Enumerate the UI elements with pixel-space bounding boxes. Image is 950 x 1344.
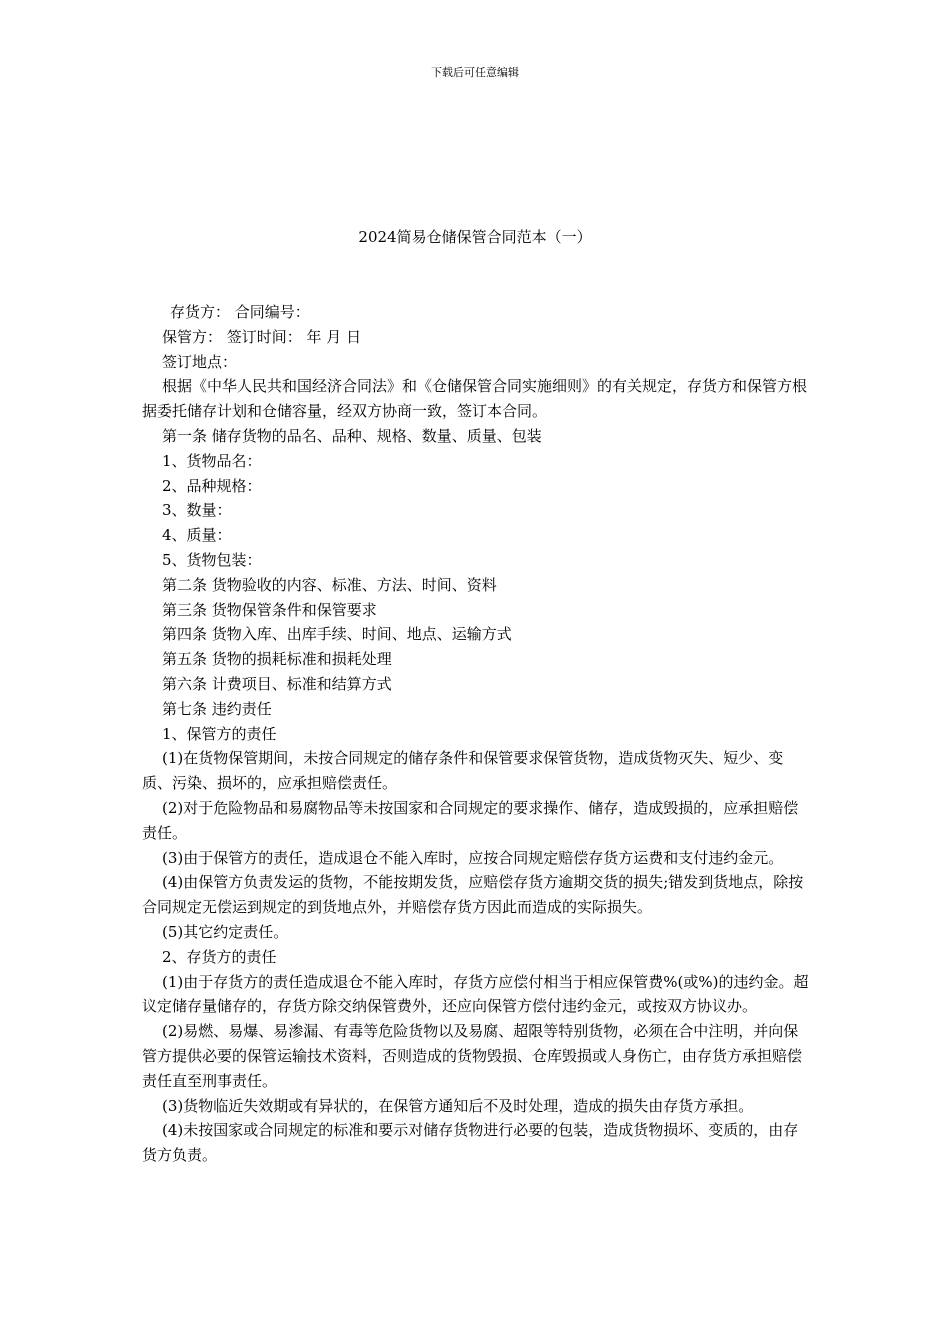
- paragraph-custodian: 保管方： 签订时间： 年 月 日: [162, 327, 362, 346]
- article-6-heading: 第六条 计费项目、标准和结算方式: [162, 674, 392, 693]
- depositor-liability-heading: 2、存货方的责任: [162, 947, 277, 966]
- custodian-liability-clause-2: (2)对于危险物品和易腐物品等未按国家和合同规定的要求操作、储存，造成毁损的，应承担赔偿责任。: [142, 798, 799, 842]
- custodian-liability-heading: 1、保管方的责任: [162, 724, 277, 743]
- custodian-liability-clause-3: (3)由于保管方的责任，造成退仓不能入库时，应按合同规定赔偿存货方运费和支付违约金元。: [162, 848, 784, 867]
- article-1-item-5: 5、货物包装：: [162, 550, 262, 569]
- header-note: 下载后可任意编辑: [431, 66, 519, 79]
- article-5-heading: 第五条 货物的损耗标准和损耗处理: [162, 650, 392, 669]
- depositor-liability-clause-1: (1)由于存货方的责任造成退仓不能入库时，存货方应偿付相当于相应保管费%(或%)的违约金。超议定储存量储存的，存货方除交纳保管费外，还应向保管方偿付违约金元，或按双方协议办。: [142, 972, 809, 1016]
- custodian-liability-clause-4: (4)由保管方负责发运的货物，不能按期发货，应赔偿存货方逾期交货的损失;错发到货地点，除按合同规定无偿运到规定的到货地点外，并赔偿存货方因此而造成的实际损失。: [142, 873, 804, 917]
- depositor-liability-clause-4: (4)未按国家或合同规定的标准和要示对储存货物进行必要的包装，造成货物损坏、变质的，由存货方负责。: [142, 1121, 799, 1165]
- custodian-liability-clause-1: (1)在货物保管期间，未按合同规定的储存条件和保管要求保管货物，造成货物灭失、短少、变质、污染、损坏的，应承担赔偿责任。: [142, 749, 784, 793]
- depositor-liability-clause-2: (2)易燃、易爆、易渗漏、有毒等危险货物以及易腐、超限等特别货物，必须在合中注明，并向保管方提供必要的保管运输技术资料，否则造成的货物毁损、仓库毁损或人身伤亡，由存货方承担赔偿责任直至刑事责任。: [142, 1022, 803, 1090]
- custodian-liability-clause-5: (5)其它约定责任。: [162, 922, 289, 941]
- document-body: [142, 300, 810, 1168]
- article-1-item-2: 2、品种规格：: [162, 476, 262, 495]
- document-title: 2024简易仓储保管合同范本（一）: [358, 228, 592, 246]
- article-1-heading: 第一条 储存货物的品名、品种、规格、数量、质量、包装: [162, 426, 542, 445]
- article-2-heading: 第二条 货物验收的内容、标准、方法、时间、资料: [162, 575, 497, 594]
- article-3-heading: 第三条 货物保管条件和保管要求: [162, 600, 377, 619]
- article-4-heading: 第四条 货物入库、出库手续、时间、地点、运输方式: [162, 625, 512, 644]
- article-1-item-4: 4、质量：: [162, 526, 232, 545]
- depositor-liability-clause-3: (3)货物临近失效期或有异状的，在保管方通知后不及时处理，造成的损失由存货方承担。: [162, 1096, 754, 1115]
- article-1-item-1: 1、货物品名：: [162, 451, 262, 470]
- paragraph-preamble: 根据《中华人民共和国经济合同法》和《仓储保管合同实施细则》的有关规定，存货方和保管方根据委托储存计划和仓储容量，经双方协商一致，签订本合同。: [142, 377, 808, 421]
- article-7-heading: 第七条 违约责任: [162, 699, 272, 718]
- paragraph-depositor: 存货方： 合同编号：: [170, 303, 310, 321]
- article-1-item-3: 3、数量：: [162, 501, 232, 520]
- paragraph-signing-place: 签订地点：: [162, 352, 238, 371]
